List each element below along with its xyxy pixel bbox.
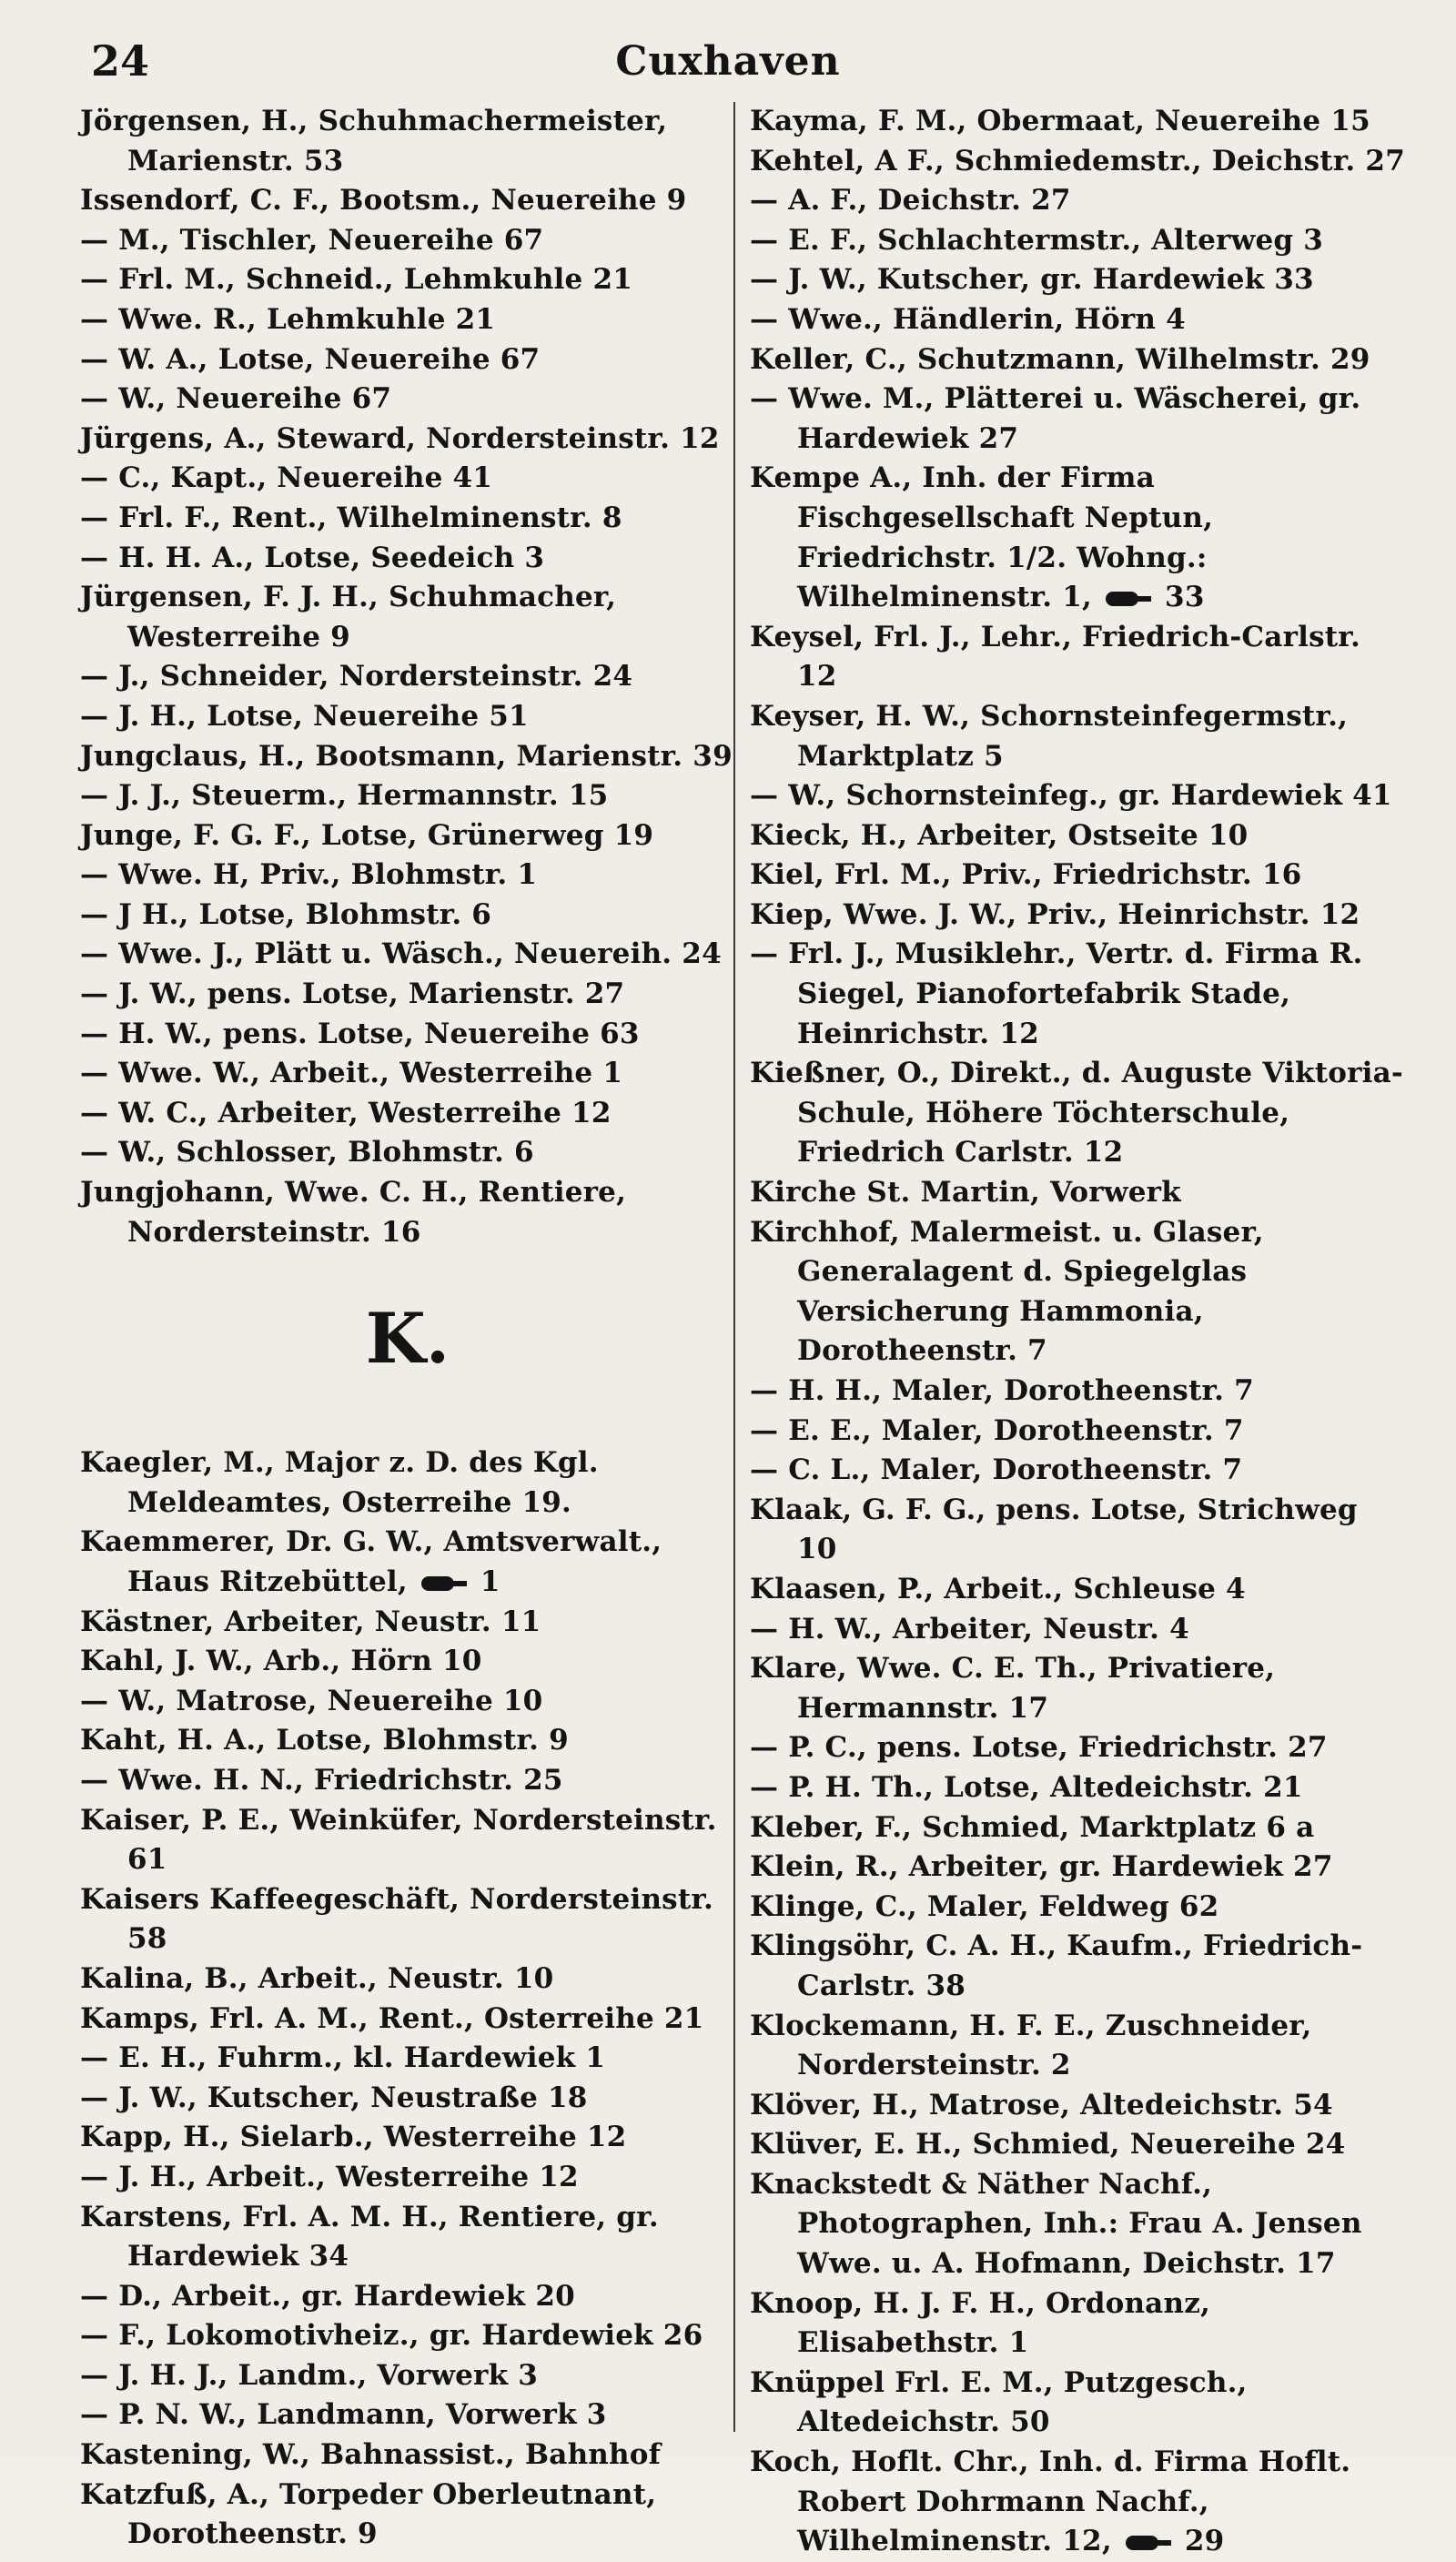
- list-item: [750, 896, 1405, 936]
- list-item: [750, 1927, 1405, 2006]
- left-entries-j: [80, 102, 735, 1252]
- entry-text: — Frl. F., Rent., Wilhelminenstr. 8: [80, 501, 622, 534]
- entry-text: Kiel, Frl. M., Priv., Friedrichstr. 16: [750, 858, 1302, 892]
- list-item: [750, 1451, 1405, 1491]
- entry-text: Kieck, H., Arbeiter, Ostseite 10: [750, 818, 1249, 852]
- list-item: [80, 856, 735, 896]
- entry-text: — J H., Lotse, Blohmstr. 6: [80, 897, 492, 931]
- entry-text: Klüver, E. H., Schmied, Neuereihe 24: [750, 2128, 1346, 2162]
- list-item: [80, 1721, 735, 1761]
- entry-text: — H. W., pens. Lotse, Neuereihe 63: [80, 1017, 640, 1050]
- entry-text: Katzfuß, A., Torpeder Oberleutnant, Dorotheenstr. 9: [80, 2477, 657, 2551]
- list-item: [80, 2158, 735, 2198]
- list-item: [80, 816, 735, 856]
- entry-text: Klockemann, H. F. E., Zuschneider, Nordersteinstr. 2: [750, 2009, 1312, 2082]
- entry-text: Kempe A., Inh. der Firma Fischgesellschaft Neptun, Friedrichstr. 1/2. Wohng.: Wilhelminenstr. 1,: [750, 461, 1214, 614]
- entry-text: — Wwe. J., Plätt u. Wäsch., Neuereih. 24: [80, 937, 722, 971]
- entry-text: Kayma, F. M., Obermaat, Neuereihe 15: [750, 105, 1370, 137]
- entry-text: Keller, C., Schutzmann, Wilhelmstr. 29: [750, 342, 1370, 376]
- entry-text: Klingsöhr, C. A. H., Kaufm., Friedrich-Carlstr. 38: [750, 1929, 1363, 2002]
- entry-text: — M., Tischler, Neuereihe 67: [80, 223, 544, 257]
- entry-text: — D., Arbeit., gr. Hardewiek 20: [80, 2279, 575, 2313]
- entry-text: — P. N. W., Landmann, Vorwerk 3: [80, 2398, 607, 2432]
- entry-text: Kapp, H., Sielarb., Westerreihe 12: [80, 2121, 627, 2154]
- list-item: [80, 657, 735, 697]
- list-item: [750, 142, 1405, 182]
- entry-text: — W. A., Lotse, Neuereihe 67: [80, 342, 541, 376]
- list-item: [80, 260, 735, 300]
- entry-text: — J. W., Kutscher, Neustraße 18: [80, 2081, 588, 2114]
- list-item: [750, 1412, 1405, 1452]
- list-item: [750, 1888, 1405, 1928]
- entry-text: — W. C., Arbeiter, Westerreihe 12: [80, 1096, 612, 1129]
- list-item: [750, 856, 1405, 896]
- entry-text: Klinge, C., Maler, Feldweg 62: [750, 1889, 1219, 1923]
- entry-text: Kaiser, P. E., Weinküfer, Nordersteinstr. 61: [80, 1803, 717, 1877]
- entry-text: Junge, F. G. F., Lotse, Grünerweg 19: [80, 818, 654, 852]
- phone-number: 33: [1165, 581, 1205, 614]
- list-item: [750, 1728, 1405, 1768]
- page-header: [0, 16, 1456, 84]
- list-item: [750, 181, 1405, 221]
- entry-text: Jörgensen, H., Schuhmachermeister, Marienstr. 53: [80, 105, 668, 177]
- entry-text: Klare, Wwe. C. E. Th., Privatiere, Hermannstr. 17: [750, 1652, 1276, 1725]
- entry-text: — E. F., Schlachtermstr., Alterweg 3: [750, 223, 1324, 257]
- list-item: [750, 1610, 1405, 1650]
- list-item: [80, 737, 735, 777]
- list-item: [80, 1603, 735, 1643]
- entry-text: — J. W., Kutscher, gr. Hardewiek 33: [750, 263, 1314, 297]
- entry-text: Kaemmerer, Dr. G. W., Amtsverwalt., Haus Ritzebüttel,: [80, 1525, 662, 1598]
- entry-text: — H. H. A., Lotse, Seedeich 3: [80, 541, 545, 574]
- list-item: [80, 2039, 735, 2079]
- list-item: [80, 2079, 735, 2119]
- list-item: [750, 459, 1405, 617]
- entry-text: Kießner, O., Direkt., d. Auguste Viktoria-Schule, Höhere Töchterschule, Friedrich Carlstr. 12: [750, 1057, 1403, 1170]
- entry-text: Kaegler, M., Major z. D. des Kgl. Meldeamtes, Osterreihe 19.: [80, 1446, 599, 1519]
- entry-text: — F., Lokomotivheiz., gr. Hardewiek 26: [80, 2319, 703, 2353]
- list-item: [750, 1848, 1405, 1888]
- list-item: [80, 1094, 735, 1134]
- entry-text: Koch, Hoflt. Chr., Inh. d. Firma Hoflt. Robert Dohrmann Nachf., Wilhelminenstr. 12,: [750, 2446, 1351, 2558]
- entry-text: Kiep, Wwe. J. W., Priv., Heinrichstr. 12: [750, 897, 1360, 931]
- entry-text: — Wwe. R., Lehmkuhle 21: [80, 302, 496, 336]
- phone-number: 1: [480, 1565, 500, 1598]
- list-item: [80, 221, 735, 261]
- telephone-icon: [421, 1574, 467, 1594]
- list-item: [750, 2284, 1405, 2364]
- entry-text: — J. J., Steuerm., Hermannstr. 15: [80, 779, 609, 813]
- list-item: [80, 539, 735, 579]
- entry-text: — W., Schornsteinfeg., gr. Hardewiek 41: [750, 779, 1392, 813]
- list-item: [80, 420, 735, 460]
- list-item: [80, 2000, 735, 2040]
- list-item: [80, 1015, 735, 1055]
- list-item: [80, 2395, 735, 2435]
- entry-text: — Wwe. H. N., Friedrichstr. 25: [80, 1763, 563, 1797]
- entry-text: Kaht, H. A., Lotse, Blohmstr. 9: [80, 1724, 569, 1757]
- entry-text: — C. L., Maler, Dorotheenstr. 7: [750, 1453, 1243, 1487]
- list-item: [750, 340, 1405, 380]
- list-item: [80, 935, 735, 975]
- entry-text: Jungjohann, Wwe. C. H., Rentiere, Nordersteinstr. 16: [80, 1176, 627, 1249]
- list-item: [80, 2198, 735, 2277]
- list-item: [750, 260, 1405, 300]
- list-item: [80, 2118, 735, 2158]
- entry-text: — W., Schlosser, Blohmstr. 6: [80, 1136, 534, 1170]
- entry-text: — W., Neuereihe 67: [80, 382, 392, 416]
- list-item: [750, 2364, 1405, 2443]
- page-number: 24: [91, 36, 150, 86]
- list-item: [80, 975, 735, 1015]
- phone-number: 29: [1184, 2525, 1225, 2558]
- entry-text: Kleber, F., Schmied, Marktplatz 6 a: [750, 1810, 1315, 1844]
- entry-text: Klaasen, P., Arbeit., Schleuse 4: [750, 1572, 1246, 1605]
- entry-text: Kalina, B., Arbeit., Neustr. 10: [80, 1961, 554, 1995]
- entry-text: — Wwe. H, Priv., Blohmstr. 1: [80, 858, 538, 892]
- entry-text: — P. C., pens. Lotse, Friedrichstr. 27: [750, 1731, 1328, 1765]
- entry-text: — H. W., Arbeiter, Neustr. 4: [750, 1612, 1189, 1646]
- list-item: [750, 2125, 1405, 2165]
- list-item: [80, 2435, 735, 2476]
- list-item: [750, 300, 1405, 340]
- list-item: [80, 1642, 735, 1682]
- entry-text: — E. H., Fuhrm., kl. Hardewiek 1: [80, 2041, 606, 2075]
- entry-text: Kahl, J. W., Arb., Hörn 10: [80, 1645, 482, 1678]
- entry-text: — J., Schneider, Nordersteinstr. 24: [80, 660, 633, 694]
- entry-text: — W., Matrose, Neuereihe 10: [80, 1684, 543, 1717]
- list-item: [80, 102, 735, 181]
- list-item: [750, 1372, 1405, 1412]
- right-column: [750, 102, 1405, 2562]
- list-item: [80, 776, 735, 816]
- list-item: [750, 2165, 1405, 2284]
- right-entries-ka-ke: [750, 102, 1405, 459]
- entry-text: — J. W., pens. Lotse, Marienstr. 27: [80, 977, 625, 1011]
- entry-text: — A. F., Deichstr. 27: [750, 184, 1071, 218]
- entry-text: Knoop, H. J. F. H., Ordonanz, Elisabethstr. 1: [750, 2286, 1211, 2360]
- entry-text: Kastening, W., Bahnassist., Bahnhof: [80, 2438, 662, 2472]
- list-item: [80, 2277, 735, 2317]
- entry-text: Kirchhof, Malermeist. u. Glaser, Generalagent d. Spiegelglas Versicherung Hammonia, Dorotheenstr. 7: [750, 1215, 1264, 1368]
- list-item: [750, 2443, 1405, 2562]
- list-item: [750, 935, 1405, 1054]
- list-item: [750, 2007, 1405, 2086]
- section-letter-heading: K.: [365, 1298, 450, 1380]
- list-item: [80, 1133, 735, 1173]
- entry-text: Knüppel Frl. E. M., Putzgesch., Altedeichstr. 50: [750, 2365, 1248, 2439]
- left-column: [80, 102, 735, 2555]
- entry-text: Issendorf, C. F., Bootsm., Neuereihe 9: [80, 184, 687, 218]
- entry-text: — Wwe., Händlerin, Hörn 4: [750, 302, 1186, 336]
- left-entries-k: [80, 1443, 735, 2555]
- entry-text: — H. H., Maler, Dorotheenstr. 7: [750, 1374, 1254, 1407]
- entry-text: — Wwe. M., Plätterei u. Wäscherei, gr. Hardewiek 27: [750, 382, 1361, 455]
- entry-text: Jürgens, A., Steward, Nordersteinstr. 12: [80, 421, 720, 455]
- list-item: [750, 221, 1405, 261]
- entry-text: — J. H. J., Landm., Vorwerk 3: [80, 2358, 539, 2392]
- entry-text: Keysel, Frl. J., Lehr., Friedrich-Carlstr. 12: [750, 620, 1360, 694]
- telephone-icon: [1106, 589, 1151, 609]
- list-item: [750, 816, 1405, 856]
- list-item: [750, 102, 1405, 142]
- list-item: [80, 2356, 735, 2396]
- list-item: [750, 1491, 1405, 1570]
- list-item: [80, 380, 735, 420]
- entry-text: Klein, R., Arbeiter, gr. Hardewiek 27: [750, 1850, 1333, 1884]
- list-item: [80, 578, 735, 657]
- entry-text: Kehtel, A F., Schmiedemstr., Deichstr. 27: [750, 144, 1405, 177]
- list-item: [80, 499, 735, 539]
- entry-text: Karstens, Frl. A. M. H., Rentiere, gr. Hardewiek 34: [80, 2200, 659, 2273]
- entry-text: — J. H., Arbeit., Westerreihe 12: [80, 2160, 579, 2193]
- entry-text: — Frl. J., Musiklehr., Vertr. d. Firma R. Siegel, Pianofortefabrik Stade, Heinrichstr. 12: [750, 937, 1363, 1050]
- list-item: [750, 1173, 1405, 1213]
- list-item: [80, 1959, 735, 2000]
- right-entries-ke-kn: [750, 618, 1405, 2443]
- list-item: [750, 1768, 1405, 1808]
- entry-text: Klöver, H., Matrose, Altedeichstr. 54: [750, 2088, 1333, 2121]
- list-item: [750, 1808, 1405, 1848]
- entry-text: — J. H., Lotse, Neuereihe 51: [80, 699, 529, 733]
- list-item: [80, 1880, 735, 1959]
- list-item: [750, 1649, 1405, 1728]
- list-item: [750, 1054, 1405, 1173]
- list-item: [80, 181, 735, 221]
- list-item: [80, 1801, 735, 1880]
- list-item: [80, 1523, 735, 1602]
- entry-text: Kästner, Arbeiter, Neustr. 11: [80, 1605, 541, 1638]
- telephone-icon: [1126, 2533, 1171, 2553]
- entry-text: Jürgensen, F. J. H., Schuhmacher, Westerreihe 9: [80, 581, 617, 653]
- entry-text: Keyser, H. W., Schornsteinfegermstr., Marktplatz 5: [750, 699, 1349, 773]
- entry-text: Jungclaus, H., Bootsmann, Marienstr. 39: [80, 739, 733, 773]
- running-title: Cuxhaven: [615, 38, 841, 85]
- entry-text: Knackstedt & Näther Nachf., Photographen, Inh.: Frau A. Jensen Wwe. u. A. Hofmann, Deichstr. 17: [750, 2167, 1362, 2281]
- list-item: [80, 300, 735, 340]
- list-item: [750, 618, 1405, 697]
- list-item: [750, 2086, 1405, 2126]
- list-item: [750, 776, 1405, 816]
- entry-text: Kaisers Kaffeegeschäft, Nordersteinstr. 58: [80, 1882, 714, 1956]
- list-item: [80, 1761, 735, 1801]
- entry-text: — Frl. M., Schneid., Lehmkuhle 21: [80, 263, 632, 297]
- list-item: [80, 1682, 735, 1722]
- list-item: [750, 697, 1405, 776]
- entry-text: — E. E., Maler, Dorotheenstr. 7: [750, 1413, 1244, 1447]
- list-item: [750, 1570, 1405, 1610]
- list-item: [80, 2476, 735, 2555]
- entry-text: Klaak, G. F. G., pens. Lotse, Strichweg 10: [750, 1493, 1358, 1566]
- list-item: [750, 380, 1405, 459]
- entry-text: Kirche St. Martin, Vorwerk: [750, 1176, 1181, 1210]
- list-item: [80, 1173, 735, 1252]
- entry-text: — P. H. Th., Lotse, Altedeichstr. 21: [750, 1770, 1303, 1804]
- list-item: [80, 2316, 735, 2356]
- list-item: [80, 459, 735, 499]
- entry-text: Kamps, Frl. A. M., Rent., Osterreihe 21: [80, 2001, 704, 2035]
- entry-text: — C., Kapt., Neuereihe 41: [80, 461, 493, 495]
- list-item: [750, 1213, 1405, 1372]
- list-item: [80, 896, 735, 936]
- list-item: [80, 1054, 735, 1094]
- list-item: [80, 697, 735, 737]
- entry-text: — Wwe. W., Arbeit., Westerreihe 1: [80, 1057, 623, 1090]
- list-item: [80, 340, 735, 380]
- list-item: [80, 1443, 735, 1523]
